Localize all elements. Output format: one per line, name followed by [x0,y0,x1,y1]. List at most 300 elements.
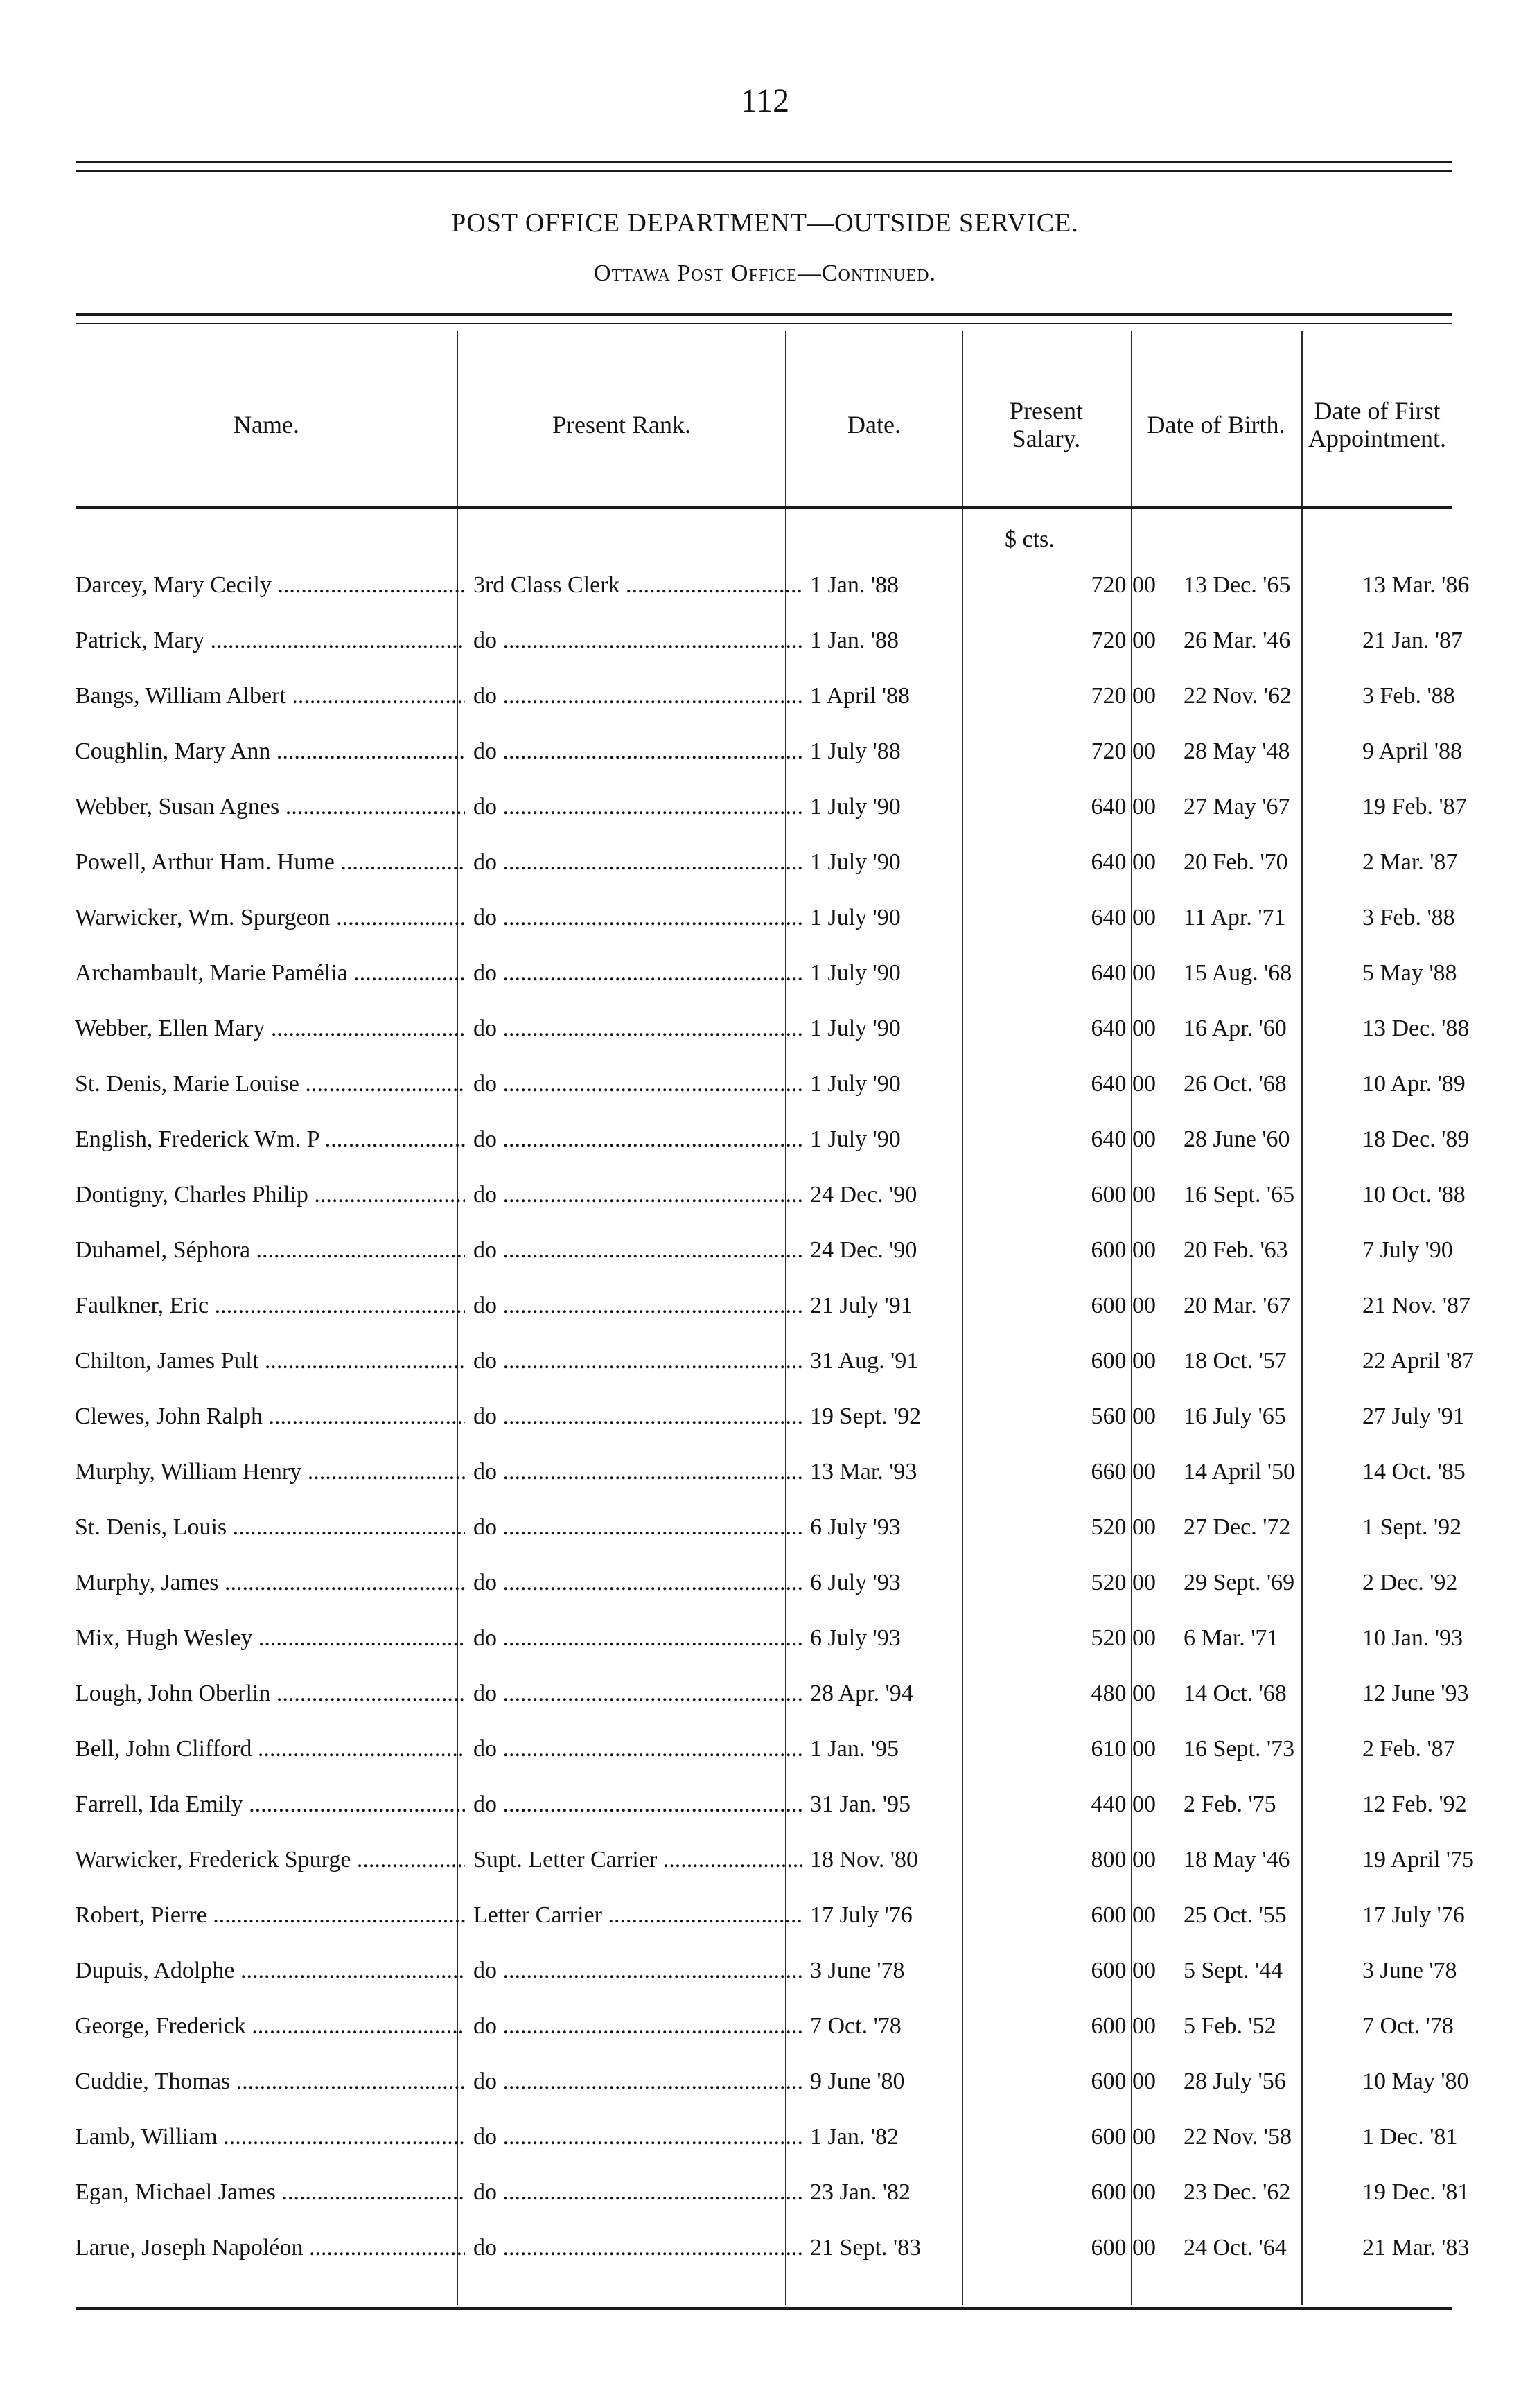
page-number: 112 [740,82,790,119]
date-cell-text: 17 July '76 [810,1902,913,1928]
name-cell-text: Duhamel, Séphora [75,1237,251,1263]
birth-date-cell-text: 20 Feb. '63 [1184,1237,1288,1263]
birth-date-cell-text: 22 Nov. '58 [1184,2124,1292,2150]
birth-date-cell-text: 15 Aug. '68 [1184,960,1292,986]
date-cell [802,1721,987,1777]
rank-cell-text: do [473,1681,497,1706]
birth-date-cell-text: 27 May '67 [1184,794,1290,820]
name-cell [67,1611,465,1666]
birth-date-cell [1175,1444,1354,1500]
rank-cell [465,2054,802,2109]
first-appointment-cell-text: 10 May '80 [1362,2069,1469,2094]
salary-cell-text: 480 00 [1091,1681,1156,1706]
rank-cell-text: do [473,1958,497,1983]
salary-cell-text: 600 00 [1091,1237,1156,1263]
first-appointment-cell [1354,1721,1505,1777]
salary-cell-text: 440 00 [1091,1791,1156,1817]
rank-cell [465,1334,802,1389]
salary-cell [987,1611,1175,1666]
first-appointment-cell-text: 1 Dec. '81 [1362,2124,1458,2150]
rank-cell [465,1721,802,1777]
rank-cell-text: do [473,683,497,709]
name-cell [67,724,465,779]
rank-cell-text: do [473,794,497,820]
birth-date-cell-text: 6 Mar. '71 [1184,1625,1279,1651]
salary-cell-text: 640 00 [1091,1126,1156,1152]
document-title: POST OFFICE DEPARTMENT—OUTSIDE SERVICE. [451,209,1079,238]
first-appointment-cell [1354,890,1505,946]
name-cell [67,1666,465,1721]
date-cell [802,1611,987,1666]
date-cell [802,946,987,1001]
first-appointment-cell [1354,558,1505,613]
date-cell [802,835,987,890]
name-cell [67,669,465,724]
name-cell-text: Archambault, Marie Pamélia [75,960,348,986]
document-subtitle: Ottawa Post Office—Continued. [594,260,936,286]
first-appointment-cell-text: 10 Oct. '88 [1362,1182,1466,1207]
first-appointment-cell-text: 19 April '75 [1362,1847,1475,1873]
rank-cell-text: do [473,2179,497,2205]
first-appointment-cell [1354,2165,1505,2220]
rank-cell [465,1500,802,1555]
table-row [67,1389,1505,1444]
salary-cell-text: 520 00 [1091,1570,1156,1595]
birth-date-cell [1175,1832,1354,1888]
salary-cell [987,1500,1175,1555]
date-cell-text: 3 June '78 [810,1958,905,1983]
salary-cell-text: 600 00 [1091,1182,1156,1207]
rank-cell-text: do [473,1625,497,1651]
name-cell-text: Bangs, William Albert [75,683,286,709]
table-row [67,779,1505,835]
birth-date-cell-text: 2 Feb. '75 [1184,1791,1276,1817]
name-cell [67,613,465,669]
name-cell [67,1500,465,1555]
first-appointment-cell-text: 17 July '76 [1362,1902,1465,1928]
salary-cell-text: 640 00 [1091,1071,1156,1097]
birth-date-cell-text: 26 Oct. '68 [1184,1071,1287,1097]
date-cell-text: 6 July '93 [810,1514,901,1540]
date-cell [802,2054,987,2109]
date-cell-text: 1 July '90 [810,849,901,875]
rank-cell [465,1056,802,1112]
table-row [67,1999,1505,2054]
first-appointment-cell [1354,1611,1505,1666]
birth-date-cell [1175,1943,1354,1999]
name-cell-text: Patrick, Mary [75,628,204,653]
salary-cell-text: 640 00 [1091,1016,1156,1041]
first-appointment-cell [1354,1334,1505,1389]
date-cell [802,1500,987,1555]
birth-date-cell-text: 11 Apr. '71 [1184,905,1286,930]
date-cell-text: 7 Oct. '78 [810,2013,902,2039]
date-cell-text: 1 Jan. '88 [810,572,899,598]
name-cell-text: Faulkner, Eric [75,1293,209,1318]
first-appointment-cell [1354,1056,1505,1112]
rank-cell [465,946,802,1001]
name-cell [67,1223,465,1278]
salary-cell [987,1721,1175,1777]
salary-cell-text: 720 00 [1091,628,1156,653]
table-row [67,2054,1505,2109]
salary-cell [987,1001,1175,1056]
name-cell [67,2165,465,2220]
name-cell-text: Dontigny, Charles Philip [75,1182,308,1207]
birth-date-cell-text: 5 Feb. '52 [1184,2013,1276,2039]
rank-cell [465,1223,802,1278]
salary-cell [987,1112,1175,1167]
birth-date-cell [1175,1056,1354,1112]
rank-cell [465,669,802,724]
first-appointment-cell [1354,613,1505,669]
rank-cell-text: do [473,2069,497,2094]
first-appointment-cell-text: 13 Dec. '88 [1362,1016,1470,1041]
salary-cell-text: 520 00 [1091,1514,1156,1540]
name-cell-text: Mix, Hugh Wesley [75,1625,253,1651]
first-appointment-cell-text: 1 Sept. '92 [1362,1514,1462,1540]
first-appointment-cell [1354,669,1505,724]
birth-date-cell-text: 16 Sept. '73 [1184,1736,1295,1762]
birth-date-cell-text: 27 Dec. '72 [1184,1514,1291,1540]
name-cell [67,1389,465,1444]
name-cell-text: Webber, Ellen Mary [75,1016,265,1041]
birth-date-cell [1175,946,1354,1001]
birth-date-cell-text: 28 May '48 [1184,738,1290,764]
rank-cell-text: 3rd Class Clerk [473,572,620,598]
header-birth: Date of Birth. [1147,410,1285,439]
salary-cell [987,669,1175,724]
name-cell-text: Murphy, James [75,1570,219,1595]
header-rank: Present Rank. [552,410,691,439]
rank-cell [465,1888,802,1943]
salary-cell [987,946,1175,1001]
first-appointment-cell [1354,1389,1505,1444]
rank-cell [465,724,802,779]
first-appointment-cell [1354,2109,1505,2165]
salary-cell [987,1999,1175,2054]
date-cell [802,724,987,779]
table-row [67,1777,1505,1832]
birth-date-cell [1175,1278,1354,1334]
rank-cell-text: do [473,1237,497,1263]
table-row [67,2165,1505,2220]
birth-date-cell [1175,779,1354,835]
rank-cell-text: do [473,849,497,875]
name-cell-text: Bell, John Clifford [75,1736,252,1762]
first-appointment-cell-text: 3 Feb. '88 [1362,683,1455,709]
rank-cell [465,835,802,890]
table-row [67,1334,1505,1389]
date-cell-text: 6 July '93 [810,1570,901,1595]
date-cell-text: 1 Jan. '82 [810,2124,899,2150]
name-cell [67,1167,465,1223]
table-row [67,1001,1505,1056]
birth-date-cell-text: 13 Dec. '65 [1184,572,1291,598]
date-cell [802,1334,987,1389]
table-row [67,1832,1505,1888]
rank-cell-text: do [473,1348,497,1374]
salary-cell [987,1056,1175,1112]
salary-cell [987,1444,1175,1500]
date-cell-text: 28 Apr. '94 [810,1681,913,1706]
salary-cell-text: 600 00 [1091,1348,1156,1374]
birth-date-cell-text: 28 June '60 [1184,1126,1290,1152]
birth-date-cell-text: 23 Dec. '62 [1184,2179,1291,2205]
salary-cell-text: 640 00 [1091,960,1156,986]
date-cell-text: 1 Jan. '95 [810,1736,899,1762]
date-cell [802,1999,987,2054]
date-cell [802,1888,987,1943]
salary-cell [987,558,1175,613]
rank-cell [465,558,802,613]
name-cell-text: Lamb, William [75,2124,218,2150]
date-cell [802,1444,987,1500]
table-row [67,613,1505,669]
name-cell-text: Dupuis, Adolphe [75,1958,235,1983]
birth-date-cell-text: 5 Sept. '44 [1184,1958,1283,1983]
birth-date-cell [1175,1611,1354,1666]
salary-cell [987,2220,1175,2276]
table-row [67,1666,1505,1721]
salary-cell-text: 560 00 [1091,1404,1156,1429]
salary-cell-text: 600 00 [1091,2013,1156,2039]
header-bottom-rule [76,506,1452,509]
first-appointment-cell [1354,1943,1505,1999]
birth-date-cell [1175,1389,1354,1444]
rank-cell-text: do [473,1293,497,1318]
salary-cell-text: 720 00 [1091,572,1156,598]
rank-cell [465,613,802,669]
rank-cell [465,2109,802,2165]
date-cell [802,1001,987,1056]
first-appointment-cell [1354,1777,1505,1832]
name-cell-text: Egan, Michael James [75,2179,276,2205]
salary-cell-text: 600 00 [1091,2179,1156,2205]
rank-cell [465,1444,802,1500]
name-cell [67,1777,465,1832]
salary-cell [987,835,1175,890]
rank-cell-text: do [473,738,497,764]
rank-cell [465,1278,802,1334]
first-appointment-cell [1354,946,1505,1001]
top-double-rule [76,161,1452,172]
name-cell [67,2220,465,2276]
birth-date-cell [1175,890,1354,946]
salary-cell [987,1666,1175,1721]
rank-cell-text: do [473,1016,497,1041]
date-cell-text: 1 July '90 [810,794,901,820]
rank-cell [465,1555,802,1611]
birth-date-cell [1175,558,1354,613]
table-row [67,1444,1505,1500]
first-appointment-cell-text: 3 June '78 [1362,1958,1457,1983]
rank-cell-text: do [473,1570,497,1595]
rank-cell [465,2165,802,2220]
name-cell [67,946,465,1001]
salary-cell [987,1555,1175,1611]
table-row [67,1888,1505,1943]
birth-date-cell-text: 26 Mar. '46 [1184,628,1291,653]
table-bottom-rule [76,2307,1452,2310]
date-cell-text: 19 Sept. '92 [810,1404,922,1429]
name-cell-text: Coughlin, Mary Ann [75,738,271,764]
date-cell-text: 1 July '90 [810,960,901,986]
date-cell-text: 31 Aug. '91 [810,1348,919,1374]
first-appointment-cell [1354,1555,1505,1611]
birth-date-cell [1175,835,1354,890]
date-cell-text: 31 Jan. '95 [810,1791,911,1817]
name-cell [67,1112,465,1167]
salary-cell [987,1167,1175,1223]
name-cell [67,1001,465,1056]
rank-cell-text: do [473,1071,497,1097]
name-cell-text: Powell, Arthur Ham. Hume [75,849,335,875]
name-cell-text: Warwicker, Wm. Spurgeon [75,905,331,930]
table-row [67,1611,1505,1666]
date-cell [802,1278,987,1334]
name-cell-text: Lough, John Oberlin [75,1681,271,1706]
rank-cell-text: do [473,1182,497,1207]
date-cell [802,613,987,669]
birth-date-cell [1175,1721,1354,1777]
date-cell-text: 23 Jan. '82 [810,2179,911,2205]
rank-cell-text: do [473,2013,497,2039]
rank-cell-text: do [473,905,497,930]
first-appointment-cell-text: 22 April '87 [1362,1348,1475,1374]
rank-cell [465,779,802,835]
first-appointment-cell [1354,1500,1505,1555]
name-cell [67,1334,465,1389]
name-cell-text: George, Frederick [75,2013,246,2039]
name-cell [67,1278,465,1334]
date-cell [802,1777,987,1832]
table-row [67,2109,1505,2165]
name-cell-text: Darcey, Mary Cecily [75,572,272,598]
first-appointment-cell [1354,1001,1505,1056]
staff-table-body [67,558,1505,2276]
date-cell-text: 6 July '93 [810,1625,901,1651]
first-appointment-cell [1354,1223,1505,1278]
first-appointment-cell-text: 2 Mar. '87 [1362,849,1458,875]
salary-cell-text: 800 00 [1091,1847,1156,1873]
birth-date-cell [1175,1666,1354,1721]
header-first-appointment: Date of First Appointment. [1308,396,1446,452]
header-date: Date. [847,410,901,439]
birth-date-cell [1175,2054,1354,2109]
date-cell [802,2220,987,2276]
birth-date-cell [1175,1500,1354,1555]
table-row [67,1167,1505,1223]
first-appointment-cell-text: 19 Feb. '87 [1362,794,1467,820]
date-cell [802,779,987,835]
name-cell-text: Clewes, John Ralph [75,1404,263,1429]
birth-date-cell-text: 24 Oct. '64 [1184,2235,1287,2260]
birth-date-cell [1175,613,1354,669]
rank-cell [465,1777,802,1832]
table-row [67,1223,1505,1278]
date-cell [802,1555,987,1611]
first-appointment-cell-text: 21 Jan. '87 [1362,628,1463,653]
salary-cell [987,724,1175,779]
salary-cell [987,1832,1175,1888]
name-cell-text: Farrell, Ida Emily [75,1791,243,1817]
first-appointment-cell [1354,2220,1505,2276]
date-cell-text: 1 July '90 [810,905,901,930]
date-cell [802,1389,987,1444]
salary-cell-text: 600 00 [1091,2069,1156,2094]
salary-cell [987,1278,1175,1334]
first-appointment-cell-text: 9 April '88 [1362,738,1463,764]
first-appointment-cell-text: 21 Mar. '83 [1362,2235,1470,2260]
salary-cell-text: 520 00 [1091,1625,1156,1651]
salary-cell [987,1777,1175,1832]
birth-date-cell-text: 14 Oct. '68 [1184,1681,1287,1706]
birth-date-cell-text: 18 May '46 [1184,1847,1290,1873]
first-appointment-cell [1354,835,1505,890]
rank-cell [465,1389,802,1444]
birth-date-cell [1175,724,1354,779]
salary-cell [987,1223,1175,1278]
table-row [67,1555,1505,1611]
first-appointment-cell [1354,1167,1505,1223]
rank-cell [465,890,802,946]
first-appointment-cell-text: 21 Nov. '87 [1362,1293,1470,1318]
salary-cell [987,1943,1175,1999]
table-row [67,890,1505,946]
birth-date-cell [1175,669,1354,724]
salary-cell [987,779,1175,835]
date-cell-text: 1 July '90 [810,1126,901,1152]
rank-cell-text: do [473,628,497,653]
name-cell-text: St. Denis, Louis [75,1514,227,1540]
rank-cell-text: Supt. Letter Carrier [473,1847,658,1873]
table-row [67,946,1505,1001]
birth-date-cell [1175,1223,1354,1278]
name-cell [67,1832,465,1888]
rank-cell-text: Letter Carrier [473,1902,602,1928]
salary-cell-text: 600 00 [1091,1293,1156,1318]
birth-date-cell [1175,1112,1354,1167]
date-cell-text: 21 July '91 [810,1293,913,1318]
date-cell [802,890,987,946]
date-cell [802,1223,987,1278]
first-appointment-cell-text: 27 July '91 [1362,1404,1465,1429]
salary-cell-text: 600 00 [1091,1902,1156,1928]
rank-cell-text: do [473,1126,497,1152]
name-cell [67,1444,465,1500]
first-appointment-cell [1354,724,1505,779]
rank-cell [465,1666,802,1721]
first-appointment-cell-text: 10 Jan. '93 [1362,1625,1463,1651]
salary-cell-text: 600 00 [1091,2124,1156,2150]
birth-date-cell-text: 18 Oct. '57 [1184,1348,1287,1374]
birth-date-cell-text: 14 April '50 [1184,1459,1296,1485]
rank-cell [465,1832,802,1888]
date-cell [802,558,987,613]
date-cell [802,1832,987,1888]
salary-cell-text: 640 00 [1091,905,1156,930]
name-cell [67,1888,465,1943]
salary-cell [987,613,1175,669]
table-row [67,1721,1505,1777]
table-top-rule [76,313,1452,324]
date-cell [802,669,987,724]
salary-cell-text: 640 00 [1091,794,1156,820]
first-appointment-cell [1354,1999,1505,2054]
rank-cell-text: do [473,1404,497,1429]
salary-cell-text: 720 00 [1091,683,1156,709]
